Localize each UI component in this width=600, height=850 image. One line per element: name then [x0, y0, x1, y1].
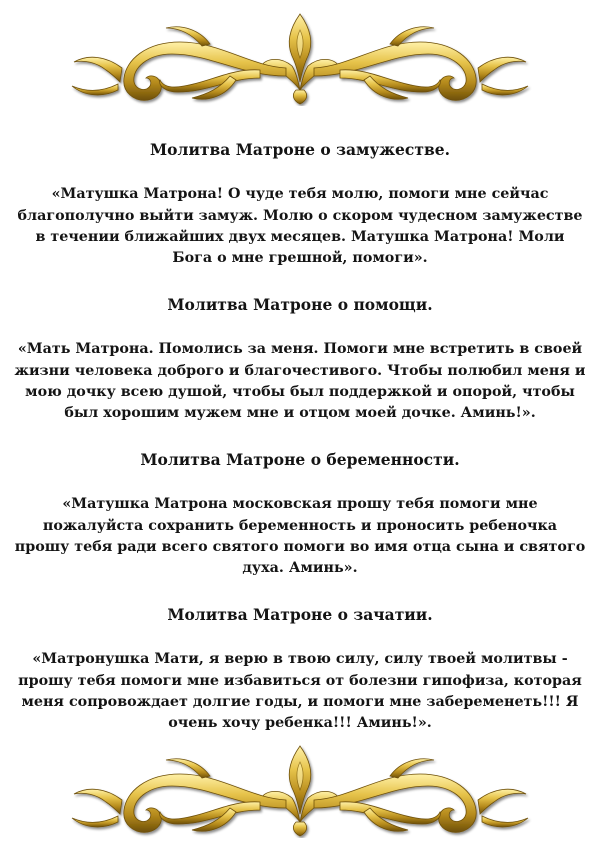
prayer-block	[14, 605, 586, 734]
prayer-title: Молитва Матроне о замужестве.	[150, 140, 450, 159]
gold-scroll-ornament-icon	[60, 6, 540, 106]
prayer-title: Молитва Матроне о зачатии.	[167, 605, 433, 624]
prayer-text: «Матушка Матрона! О чуде тебя молю, помоги мне сейчас благополучно выйти замуж. Молю о скором чудесном замужестве в течении ближайших двух месяцев. Матушка Матрона! Моли Бога о мне грешной, помоги».	[17, 186, 583, 266]
prayer-title: Молитва Матроне о помощи.	[167, 295, 433, 314]
prayer-title: Молитва Матроне о беременности.	[140, 450, 460, 469]
prayer-block	[14, 295, 586, 424]
prayer-text: «Мать Матрона. Помолись за меня. Помоги мне встретить в своей жизни человека доброго и благочестивого. Чтобы полюбил меня и мою дочку всею душой, чтобы был поддержкой и опорой, чтобы был хорошим мужем мне и отцом моей дочке. Аминь!».	[14, 341, 586, 421]
prayer-block	[14, 450, 586, 579]
prayer-block	[14, 140, 586, 269]
prayer-text: «Матронушка Мати, я верю в твою силу, силу твоей молитвы - прошу тебя помоги мне избавиться от болезни гипофиза, которая меня сопровождает долгие годы, и помоги мне забеременеть!!! Я очень хочу ребенка!!! Аминь!».	[18, 651, 582, 731]
prayer-text: «Матушка Матрона московская прошу тебя помоги мне пожалуйста сохранить беременность и проносить ребеночка прошу тебя ради всего святого помоги во имя отца сына и святого духа. Аминь».	[14, 496, 586, 576]
prayer-list	[14, 140, 586, 760]
gold-scroll-ornament-icon	[60, 738, 540, 838]
